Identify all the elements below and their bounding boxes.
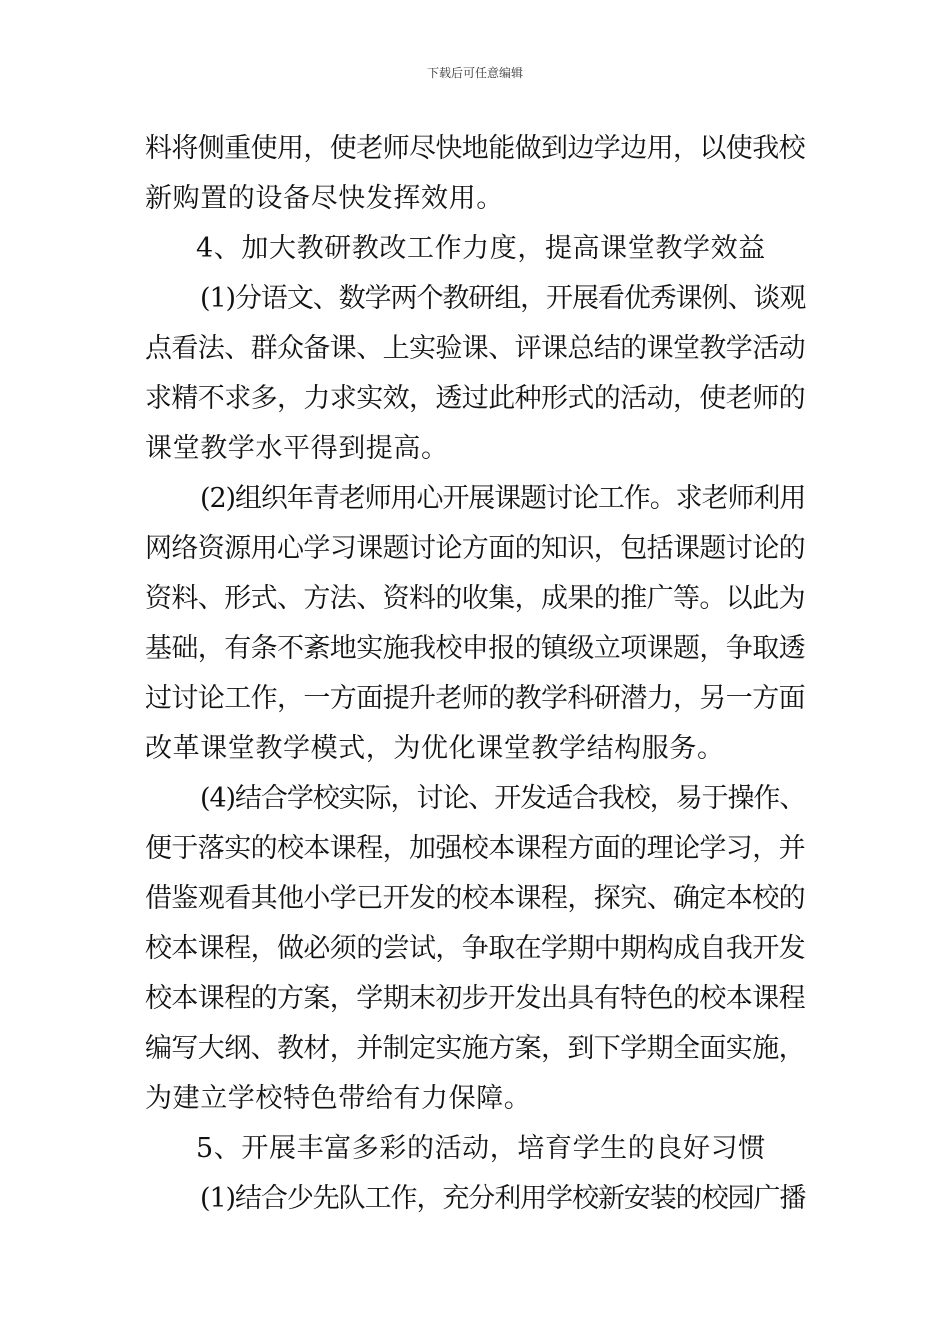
section-heading: 5、开展丰富多彩的活动，培育学生的良好习惯: [196, 1133, 766, 1164]
text-line: 便于落实的校本课程，加强校本课程方面的理论学习，并: [145, 833, 805, 864]
text-line: 过讨论工作，一方面提升老师的教学科研潜力，另一方面: [145, 683, 805, 714]
text-line: 点看法、群众备课、上实验课、评课总结的课堂教学活动: [145, 333, 805, 364]
text-line: 基础，有条不紊地实施我校申报的镇级立项课题，争取透: [145, 633, 805, 664]
text-line: 借鉴观看其他小学已开发的校本课程，探究、确定本校的: [145, 883, 805, 914]
text-line: 求精不求多，力求实效，透过此种形式的活动，使老师的: [145, 383, 805, 414]
page-header: 下载后可任意编辑: [426, 66, 523, 80]
text-line: 新购置的设备尽快发挥效用。: [145, 183, 504, 214]
text-line: 改革课堂教学模式，为优化课堂教学结构服务。: [145, 733, 725, 764]
text-line: 校本课程的方案，学期末初步开发出具有特色的校本课程: [145, 983, 805, 1014]
text-line: 校本课程，做必须的尝试，争取在学期中期构成自我开发: [145, 933, 805, 964]
text-line: 料将侧重使用，使老师尽快地能做到边学边用，以使我校: [145, 133, 805, 164]
text-line: (1)分语文、数学两个教研组，开展看优秀课例、谈观: [200, 283, 806, 314]
text-line: 资料、形式、方法、资料的收集，成果的推广等。以此为: [145, 583, 805, 614]
text-line: (4)结合学校实际，讨论、开发适合我校，易于操作、: [200, 783, 806, 814]
text-line: (1)结合少先队工作，充分利用学校新安装的校园广播: [200, 1183, 806, 1214]
text-line: 编写大纲、教材，并制定实施方案，到下学期全面实施，: [145, 1033, 805, 1064]
text-line: 课堂教学水平得到提高。: [145, 433, 449, 464]
text-line: (2)组织年青老师用心开展课题讨论工作。求老师利用: [200, 483, 806, 514]
text-line: 网络资源用心学习课题讨论方面的知识，包括课题讨论的: [145, 533, 805, 564]
section-heading: 4、加大教研教改工作力度，提高课堂教学效益: [196, 233, 766, 264]
text-line: 为建立学校特色带给有力保障。: [145, 1083, 532, 1114]
